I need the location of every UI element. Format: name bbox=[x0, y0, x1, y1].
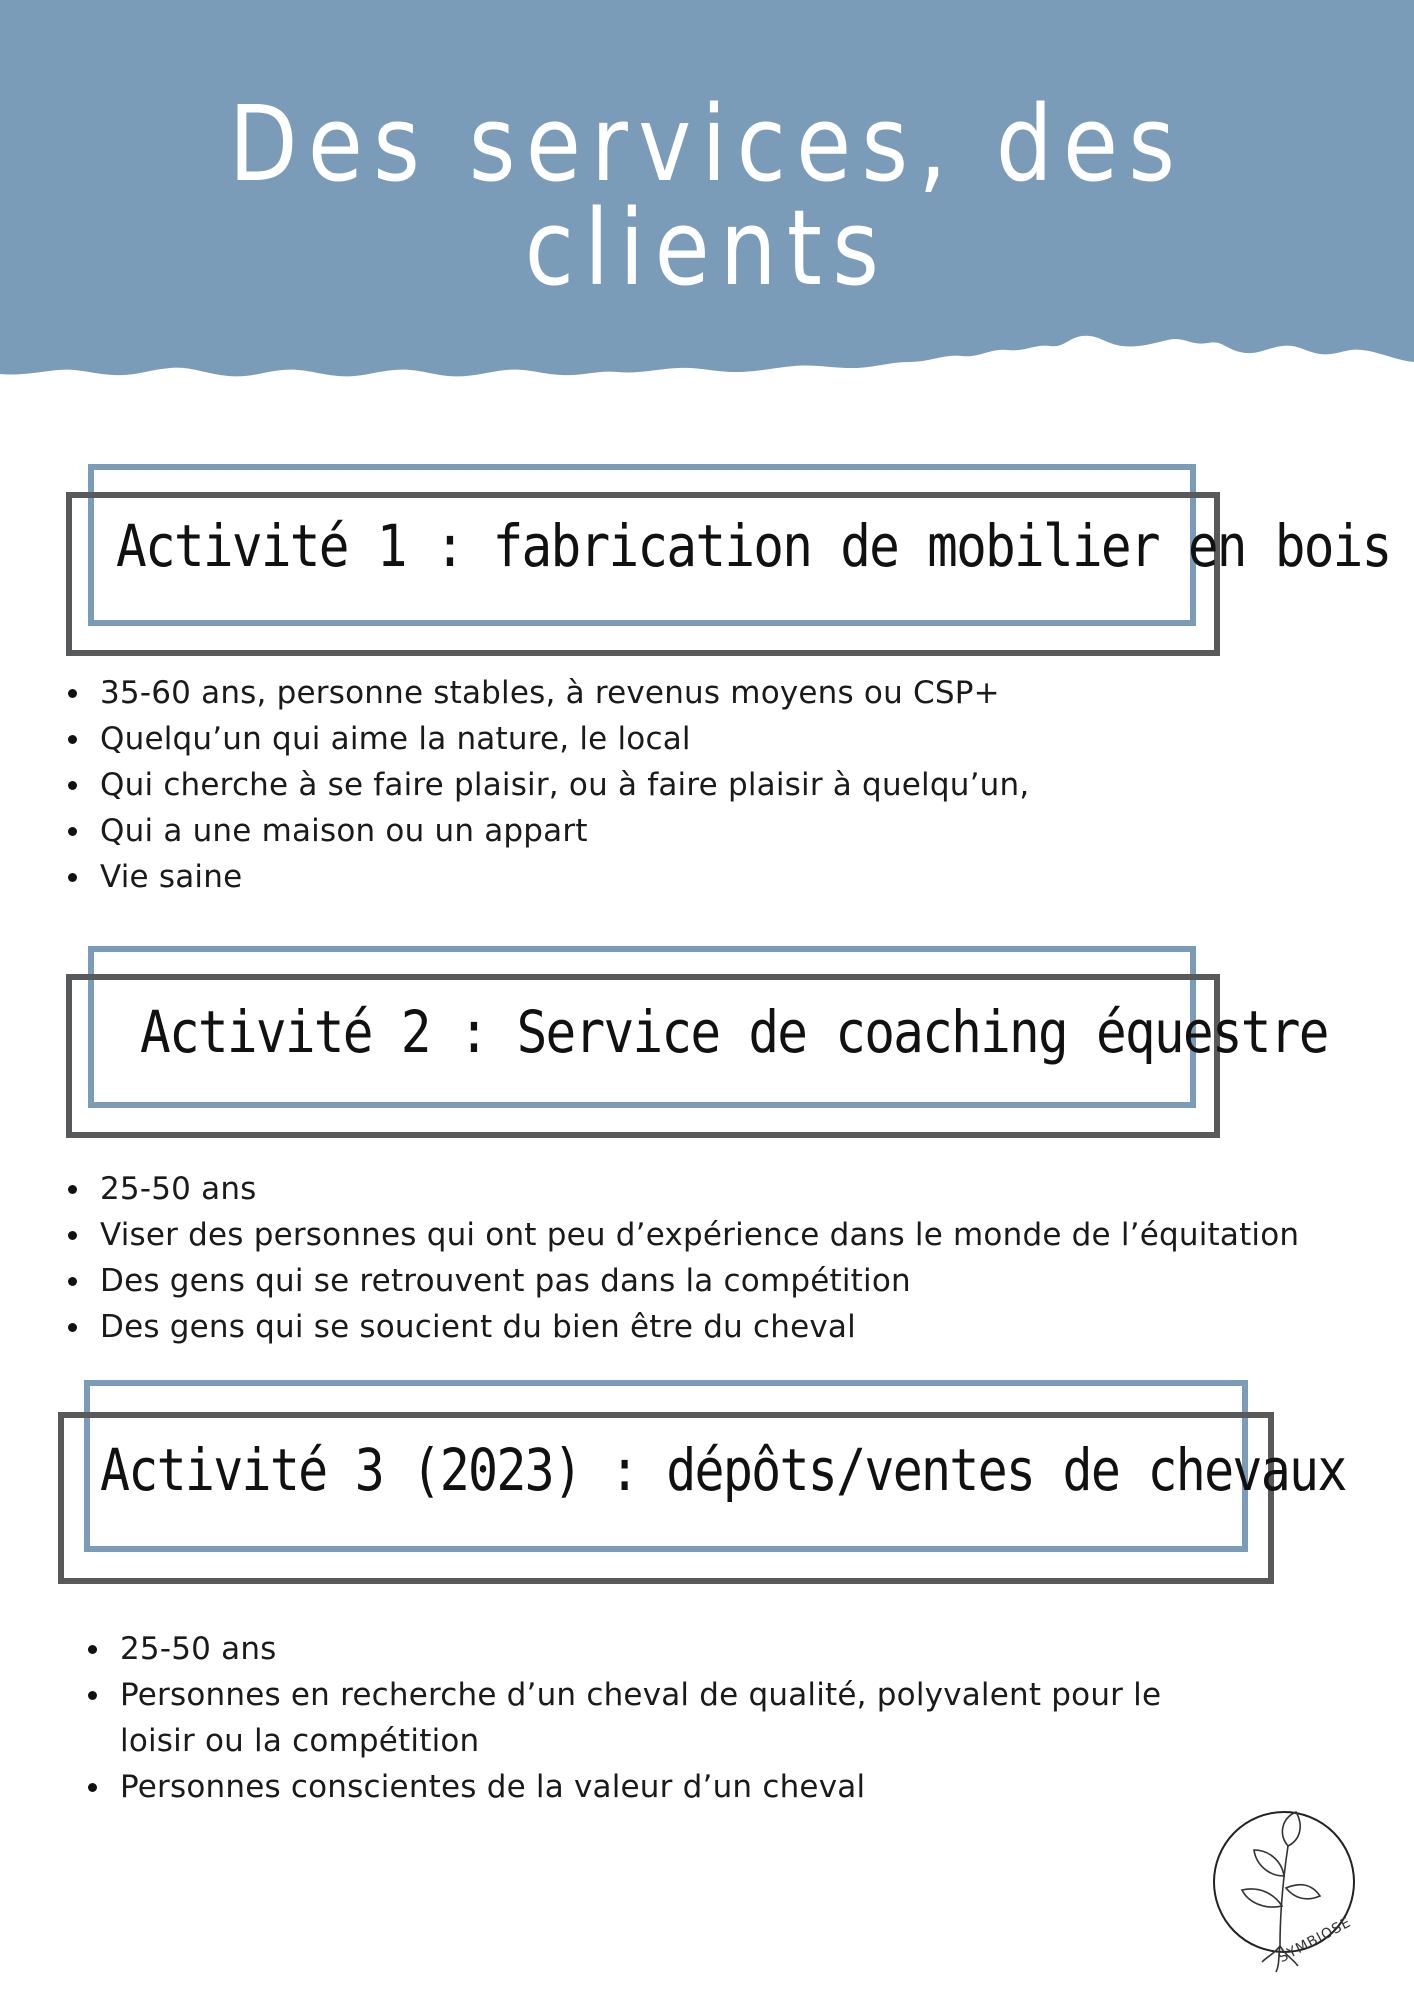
activity-1-bullets bbox=[66, 670, 1366, 900]
list-item: Viser des personnes qui ont peu d’expérience dans le monde de l’équitation bbox=[66, 1212, 1406, 1258]
list-item: Qui cherche à se faire plaisir, ou à faire plaisir à quelqu’un, bbox=[66, 762, 1366, 808]
activity-3-heading: Activité 3 (2023) : dépôts/ventes de chevaux bbox=[100, 1436, 1346, 1504]
list-item: 25-50 ans bbox=[86, 1626, 1216, 1672]
symbiose-logo bbox=[1208, 1806, 1368, 1986]
activity-2-bullets bbox=[66, 1166, 1406, 1350]
list-item: Personnes en recherche d’un cheval de qualité, polyvalent pour le loisir ou la compétition bbox=[86, 1672, 1216, 1764]
list-item: 25-50 ans bbox=[66, 1166, 1406, 1212]
page-title: Des services, des clients bbox=[228, 83, 1186, 309]
list-item: Quelqu’un qui aime la nature, le local bbox=[66, 716, 1366, 762]
logo-text: SYMBIOSE bbox=[1275, 1914, 1355, 1967]
activity-3-bullets bbox=[86, 1626, 1216, 1810]
activity-2-heading: Activité 2 : Service de coaching équestre bbox=[140, 998, 1328, 1066]
list-item: Personnes conscientes de la valeur d’un cheval bbox=[86, 1764, 1216, 1810]
activity-1-heading: Activité 1 : fabrication de mobilier en bois bbox=[116, 512, 1391, 580]
list-item: Des gens qui se soucient du bien être du cheval bbox=[66, 1304, 1406, 1350]
list-item: Des gens qui se retrouvent pas dans la compétition bbox=[66, 1258, 1406, 1304]
list-item: Vie saine bbox=[66, 854, 1366, 900]
list-item: 35-60 ans, personne stables, à revenus moyens ou CSP+ bbox=[66, 670, 1366, 716]
list-item: Qui a une maison ou un appart bbox=[66, 808, 1366, 854]
